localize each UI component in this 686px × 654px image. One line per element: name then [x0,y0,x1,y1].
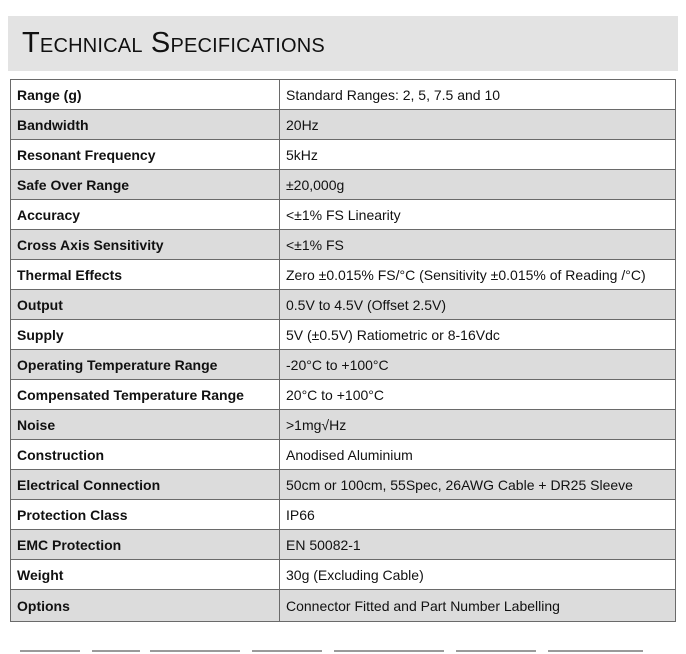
spec-value: EN 50082-1 [280,530,676,560]
spec-value: ±20,000g [280,170,676,200]
spec-value: IP66 [280,500,676,530]
spec-row-compensated-temperature [11,380,676,410]
spec-row-bandwidth [11,110,676,140]
spec-value: Anodised Aluminium [280,440,676,470]
cut-off-text-line [0,648,686,654]
spec-row-resonant-frequency [11,140,676,170]
cut-off-text-fragment [252,650,322,652]
spec-value: 20Hz [280,110,676,140]
spec-row-construction [11,440,676,470]
spec-value: -20°C to +100°C [280,350,676,380]
spec-value: 50cm or 100cm, 55Spec, 26AWG Cable + DR25 Sleeve [280,470,676,500]
spec-value: <±1% FS [280,230,676,260]
spec-value: <±1% FS Linearity [280,200,676,230]
spec-row-noise [11,410,676,440]
spec-row-accuracy [11,200,676,230]
spec-label: Output [11,290,280,320]
spec-value: 5kHz [280,140,676,170]
spec-row-cross-axis-sensitivity [11,230,676,260]
spec-label: Electrical Connection [11,470,280,500]
spec-label: Bandwidth [11,110,280,140]
spec-label: Cross Axis Sensitivity [11,230,280,260]
cut-off-text-fragment [334,650,444,652]
spec-row-electrical-connection [11,470,676,500]
spec-label: Protection Class [11,500,280,530]
cut-off-text-fragment [456,650,536,652]
spec-label: Accuracy [11,200,280,230]
spec-row-operating-temperature [11,350,676,380]
spec-label: Options [11,590,280,622]
cut-off-text-fragment [150,650,240,652]
spec-row-emc-protection [11,530,676,560]
spec-row-range [11,80,676,110]
spec-row-thermal-effects [11,260,676,290]
cut-off-text-fragment [20,650,80,652]
spec-label: Construction [11,440,280,470]
spec-value: >1mg√Hz [280,410,676,440]
spec-label: Weight [11,560,280,590]
spec-value: 0.5V to 4.5V (Offset 2.5V) [280,290,676,320]
specifications-table [10,79,676,622]
section-title: Technical Specifications [22,27,325,59]
spec-row-output [11,290,676,320]
spec-row-safe-over-range [11,170,676,200]
spec-value: Connector Fitted and Part Number Labelling [280,590,676,622]
spec-value: 20°C to +100°C [280,380,676,410]
spec-value: Standard Ranges: 2, 5, 7.5 and 10 [280,80,676,110]
spec-row-options [11,590,676,622]
spec-row-weight [11,560,676,590]
spec-label: Operating Temperature Range [11,350,280,380]
spec-value: 30g (Excluding Cable) [280,560,676,590]
spec-row-protection-class [11,500,676,530]
spec-label: Compensated Temperature Range [11,380,280,410]
spec-value: 5V (±0.5V) Ratiometric or 8-16Vdc [280,320,676,350]
spec-label: Supply [11,320,280,350]
spec-label: EMC Protection [11,530,280,560]
cut-off-text-fragment [548,650,643,652]
spec-label: Safe Over Range [11,170,280,200]
section-header [8,16,678,71]
spec-value: Zero ±0.015% FS/°C (Sensitivity ±0.015% of Reading /°C) [280,260,676,290]
spec-label: Resonant Frequency [11,140,280,170]
spec-label: Noise [11,410,280,440]
spec-label: Range (g) [11,80,280,110]
cut-off-text-fragment [92,650,140,652]
spec-label: Thermal Effects [11,260,280,290]
spec-row-supply [11,320,676,350]
